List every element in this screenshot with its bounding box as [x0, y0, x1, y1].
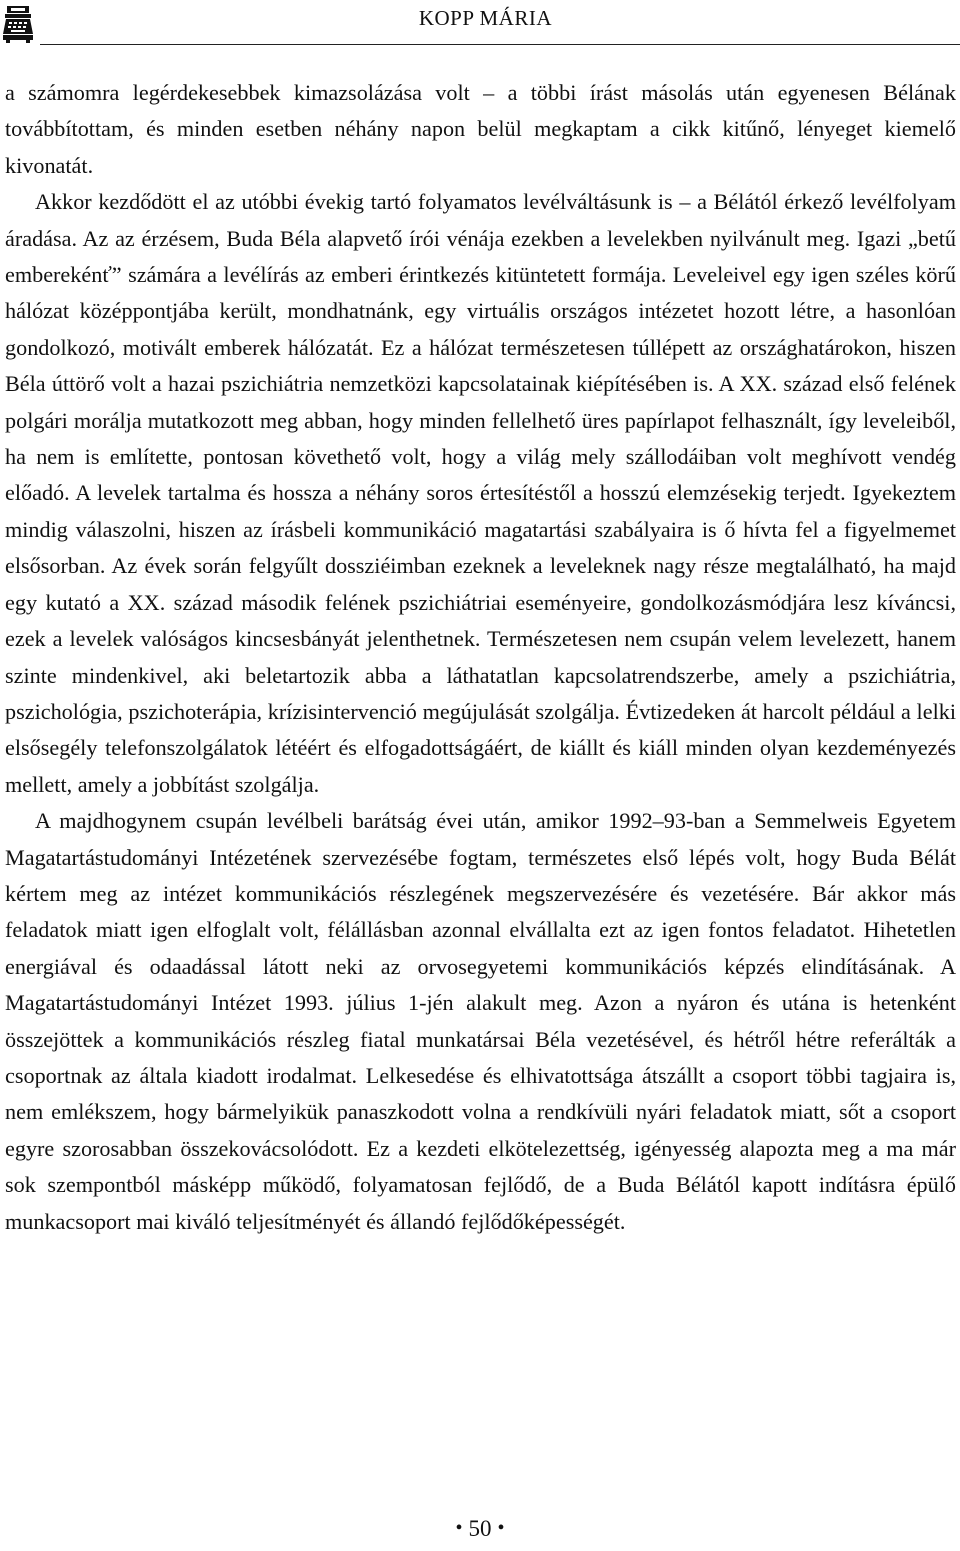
- footer-bullet-right: •: [497, 1517, 505, 1539]
- paragraph-2: Akkor kezdődött el az utóbbi évekig tartó folyamatos levélváltásunk is – a Bélától érkező levélfolyam áradása. Az az érzésem, Buda Béla alapvető írói vénája ezekben a levelekben nyilvánult meg. Igazi „betű emberekénť” számára a levélírás az emberi érintkezés kitüntetett formája. Leveleivel egy igen széles körű hálózat középpontjába került, mondhatnánk, egy virtuális országos intézetet hozott létre, a hasonlóan gondolkozó, motivált emberek hálózatát. Ez a hálózat természetesen túllépett az országhatárokon, hiszen Béla úttörő volt a hazai pszichiátria nemzetközi kapcsolatainak kiépítésében is. A XX. század első felének polgári morálja mutatkozott meg abban, hogy minden fellelhető üres papírlapot felhasznált, így leveleiből, ha nem is említette, pontosan követhető volt, hogy a világ mely szállodáiban volt meghívott vendég előadó. A levelek tartalma és hossza a néhány soros értesítéstől a hosszú elemzésekig terjedt. Igyekeztem mindig válaszolni, hiszen az írásbeli kommunikáció magatartási szabályaira is ő hívta fel a figyelmemet elsősorban. Az évek során felgyűlt dossziéimban ezeknek a leveleknek nagy része megtalálható, ha majd egy kutató a XX. század második felének pszichiátriai eseményeire, gondolkozásmódjára lesz kíváncsi, ezek a levelek valóságos kincsesbányát jelenthetnek. Természetesen nem csupán velem levelezett, hanem szinte mindenkivel, aki beletartozik abba a láthatatlan kapcsolatrendszerbe, amely a pszichiátria, pszichológia, pszichoterápia, krízisintervenció megújulását szolgálja. Évtizedeken át harcolt például a lelki elsősegély telefonszolgálatok létéért és elfogadottságáért, de kiállt és kiáll minden olyan kezdeményezés mellett, amely a jobbítást szolgálja.: [5, 189, 956, 797]
- header-rule: [40, 44, 960, 45]
- paragraph-3: A majdhogynem csupán levélbeli barátság évei után, amikor 1992–93-ban a Semmelweis Egyetem Magatartástudományi Intézetének szervezésébe fogtam, természetes első lépés volt, hogy Buda Bélát kértem meg az intézet kommunikációs részlegének megszervezésére és vezetésére. Bár akkor más feladatok miatt igen elfoglalt volt, félállásban azonnal elvállalta ezt az igen fontos feladatot. Hihetetlen energiával és odaadással látott neki az orvosegyetemi kommunikációs képzés elindításának. A Magatartástudományi Intézet 1993. július 1-jén alakult meg. Azon a nyáron és utána is hetenként összejöttek a kommunikációs részleg fiatal munkatársai Béla vezetésével, és hétről hétre referálták a csoportnak az általa kiadott irodalmat. Lelkesedése és elhivatottsága átszállt a csoport többi tagjaira is, nem emlékszem, hogy bármelyikük panaszkodott volna a rendkívüli nyári feladatok miatt, sőt a csoport egyre szorosabban összekovácsolódott. Ez a kezdeti elkötelezettség, igényesség alapozta meg a ma már sok szempontból másképp működő, folyamatosan fejlődő, de a Buda Bélától kapott indításra épülő munkacsoport mai kiváló teljesítményét és állandó fejlődőképességét.: [5, 808, 956, 1234]
- body-text: [5, 75, 956, 1240]
- page-footer: [0, 1516, 960, 1542]
- paragraph-1: a számomra legérdekesebbek kimazsolázása volt – a többi írást másolás után egyenesen Bélának továbbítottam, és minden esetben néhány napon belül megkaptam a cikk kitűnő, lényeget kiemelő kivonatát.: [5, 80, 956, 178]
- page-header: [0, 0, 960, 48]
- footer-bullet-left: •: [455, 1517, 463, 1539]
- running-head: KOPP MÁRIA: [418, 6, 552, 30]
- page-number: 50: [468, 1516, 492, 1541]
- typewriter-icon: [2, 4, 34, 44]
